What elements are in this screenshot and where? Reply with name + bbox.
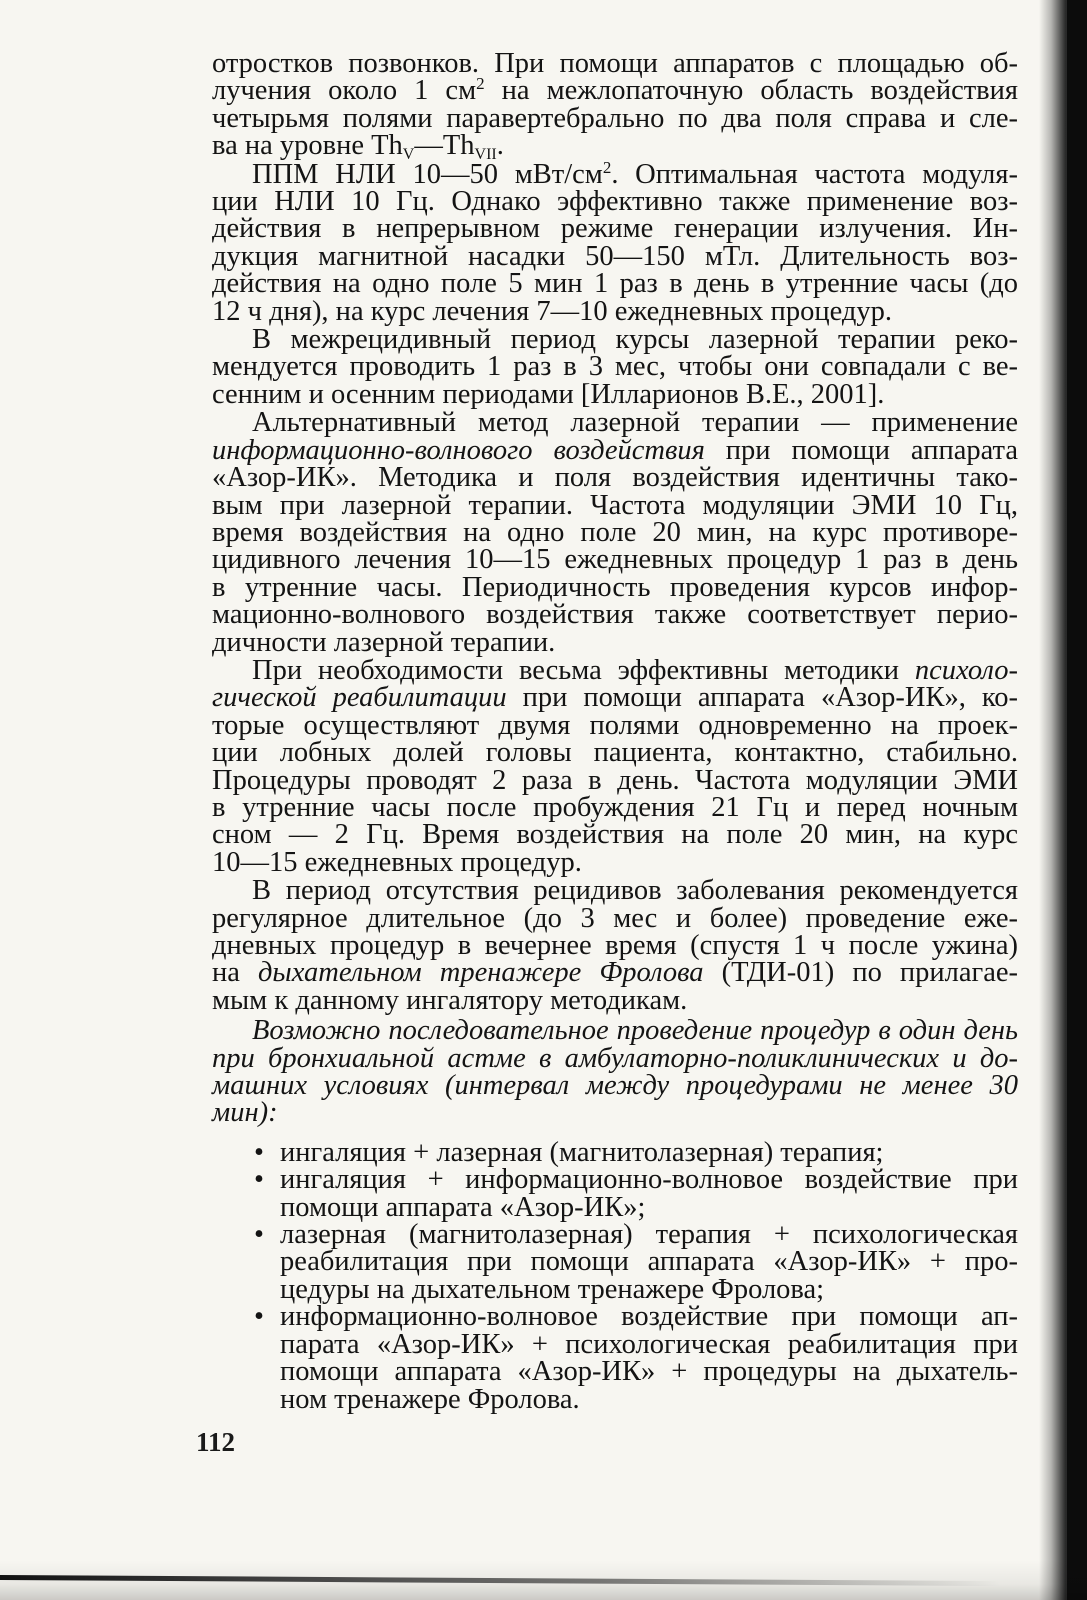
text-line: действия в непрерывном режиме генерации излучения. Ин- bbox=[212, 213, 1018, 245]
text-line: ингаляция + информационно-волновое воздействие при bbox=[280, 1164, 1018, 1196]
text-line: При необходимости весьма эффективны методики психоло- bbox=[252, 654, 1018, 686]
text-line: ППМ НЛИ 10—50 мВт/$см^2$. Оптимальная частота модуля- bbox=[252, 157, 1018, 190]
text-line: В период отсутствия рецидивов заболевания рекомендуется bbox=[252, 875, 1018, 907]
body-text bbox=[212, 50, 1018, 1413]
list-item bbox=[212, 1221, 1018, 1303]
text-line: ва на уровне $Th_V—Th_{VII}$. bbox=[212, 130, 504, 164]
list-item bbox=[212, 1303, 1018, 1413]
text-line: 10—15 ежедневных процедур. bbox=[212, 846, 582, 878]
text-line: регулярное длительное (до 3 мес и более) проведение еже- bbox=[212, 902, 1018, 934]
bullet-icon: • bbox=[254, 1219, 264, 1251]
text-line: ции лобных долей головы пациента, контактно, стабильно. bbox=[212, 737, 1018, 769]
paragraph-7-italic bbox=[212, 1017, 1018, 1127]
text-line: мым к данному ингалятору методикам. bbox=[212, 984, 688, 1016]
text-line: лазерная (магнитолазерная) терапия + психологическая bbox=[280, 1219, 1018, 1251]
text-line: «Азор-ИК». Методика и поля воздействия идентичны тако- bbox=[212, 462, 1018, 494]
text-line: дукция магнитной насадки 50—150 мТл. Длительность воз- bbox=[212, 240, 1018, 272]
paragraph-6 bbox=[212, 877, 1018, 1014]
paragraph-2 bbox=[212, 157, 1018, 327]
text-line: помощи аппарата «Азор-ИК» + процедуры на дыхатель- bbox=[280, 1356, 1018, 1388]
text-line: парата «Азор-ИК» + психологическая реабилитация при bbox=[280, 1328, 1018, 1360]
list-item bbox=[212, 1136, 1018, 1168]
list-item bbox=[212, 1166, 1018, 1221]
text-line: ции НЛИ 10 Гц. Однако эффективно также применение воз- bbox=[212, 186, 1018, 218]
text-line: время воздействия на одно поле 20 мин, на курс противоре- bbox=[212, 516, 1018, 548]
text-line: информационно-волнового воздействия при помощи аппарата bbox=[212, 434, 1018, 466]
paragraph-5 bbox=[212, 654, 1018, 878]
text-line: дневных процедур в вечернее время (спустя 1 ч после ужина) bbox=[212, 930, 1018, 961]
text-line: цидивного лечения 10—15 ежедневных процедур 1 раз в день bbox=[212, 544, 1018, 576]
text-line: ном тренажере Фролова. bbox=[280, 1383, 580, 1415]
paragraph-1 bbox=[212, 48, 1019, 164]
text-line: машних условиях (интервал между процедурами не менее 30 мин): bbox=[212, 1070, 1018, 1129]
text-line: В межрецидивный период курсы лазерной терапии реко- bbox=[252, 324, 1018, 356]
text-line: в утренние часы. Периодичность проведения курсов инфор- bbox=[212, 571, 1018, 603]
text-line: сенним и осенним периодами [Илларионов В.Е., 2001]. bbox=[212, 378, 885, 410]
text-line: отростков позвонков. При помощи аппаратов с площадью об- bbox=[212, 48, 1018, 79]
text-line: цедуры на дыхательном тренажере Фролова; bbox=[280, 1273, 825, 1305]
bullet-icon: • bbox=[254, 1164, 264, 1196]
text-line: при бронхиальной астме в амбулаторно-поликлинических и до- bbox=[212, 1042, 1018, 1074]
text-line: на дыхательном тренажере Фролова (ТДИ-01) по прилагае- bbox=[212, 957, 1019, 989]
text-line: мационно-волнового воздействия также соответствует перио- bbox=[212, 599, 1018, 631]
text-line: мендуется проводить 1 раз в 3 мес, чтобы они совпадали с ве- bbox=[212, 351, 1018, 383]
page-edge-dark bbox=[1067, 0, 1087, 1600]
text-line: Процедуры проводят 2 раза в день. Частота модуляции ЭМИ bbox=[212, 764, 1018, 796]
text-line: реабилитация при помощи аппарата «Азор-ИК» + про- bbox=[280, 1246, 1018, 1278]
paragraph-3 bbox=[212, 326, 1018, 408]
procedure-list bbox=[212, 1136, 1018, 1415]
text-line: четырьмя полями паравертебрально по два поля справа и сле- bbox=[212, 102, 1018, 134]
text-line: в утренние часы после пробуждения 21 Гц и перед ночным bbox=[212, 791, 1018, 823]
text-line: сном — 2 Гц. Время воздействия на поле 20 мин, на курс bbox=[212, 819, 1018, 851]
bullet-icon: • bbox=[254, 1136, 264, 1168]
text-line: дичности лазерной терапии. bbox=[212, 626, 556, 658]
bullet-icon: • bbox=[254, 1301, 264, 1333]
paragraph-4 bbox=[212, 409, 1018, 656]
text-line: действия на одно поле 5 мин 1 раз в день в утренние часы (до bbox=[212, 268, 1018, 300]
text-line: вым при лазерной терапии. Частота модуляции ЭМИ 10 Гц, bbox=[212, 489, 1018, 521]
page-number: 112 bbox=[196, 1427, 236, 1457]
text-line: гической реабилитации при помощи аппарата «Азор-ИК», ко- bbox=[212, 682, 1018, 714]
text-line: торые осуществляют двумя полями одновременно на проек- bbox=[212, 709, 1018, 741]
text-line: помощи аппарата «Азор-ИК»; bbox=[280, 1191, 646, 1223]
text-line: лучения около 1 $см^2$ на межлопаточную область воздействия bbox=[212, 74, 1019, 107]
text-line: ингаляция + лазерная (магнитолазерная) терапия; bbox=[280, 1136, 884, 1168]
text-line: Возможно последовательное проведение процедур в один день bbox=[252, 1015, 1018, 1047]
text-line: информационно-волновое воздействие при помощи ап- bbox=[280, 1301, 1018, 1333]
text-line: Альтернативный метод лазерной терапии — применение bbox=[252, 407, 1018, 439]
text-line: 12 ч дня), на курс лечения 7—10 ежедневных процедур. bbox=[212, 295, 892, 327]
